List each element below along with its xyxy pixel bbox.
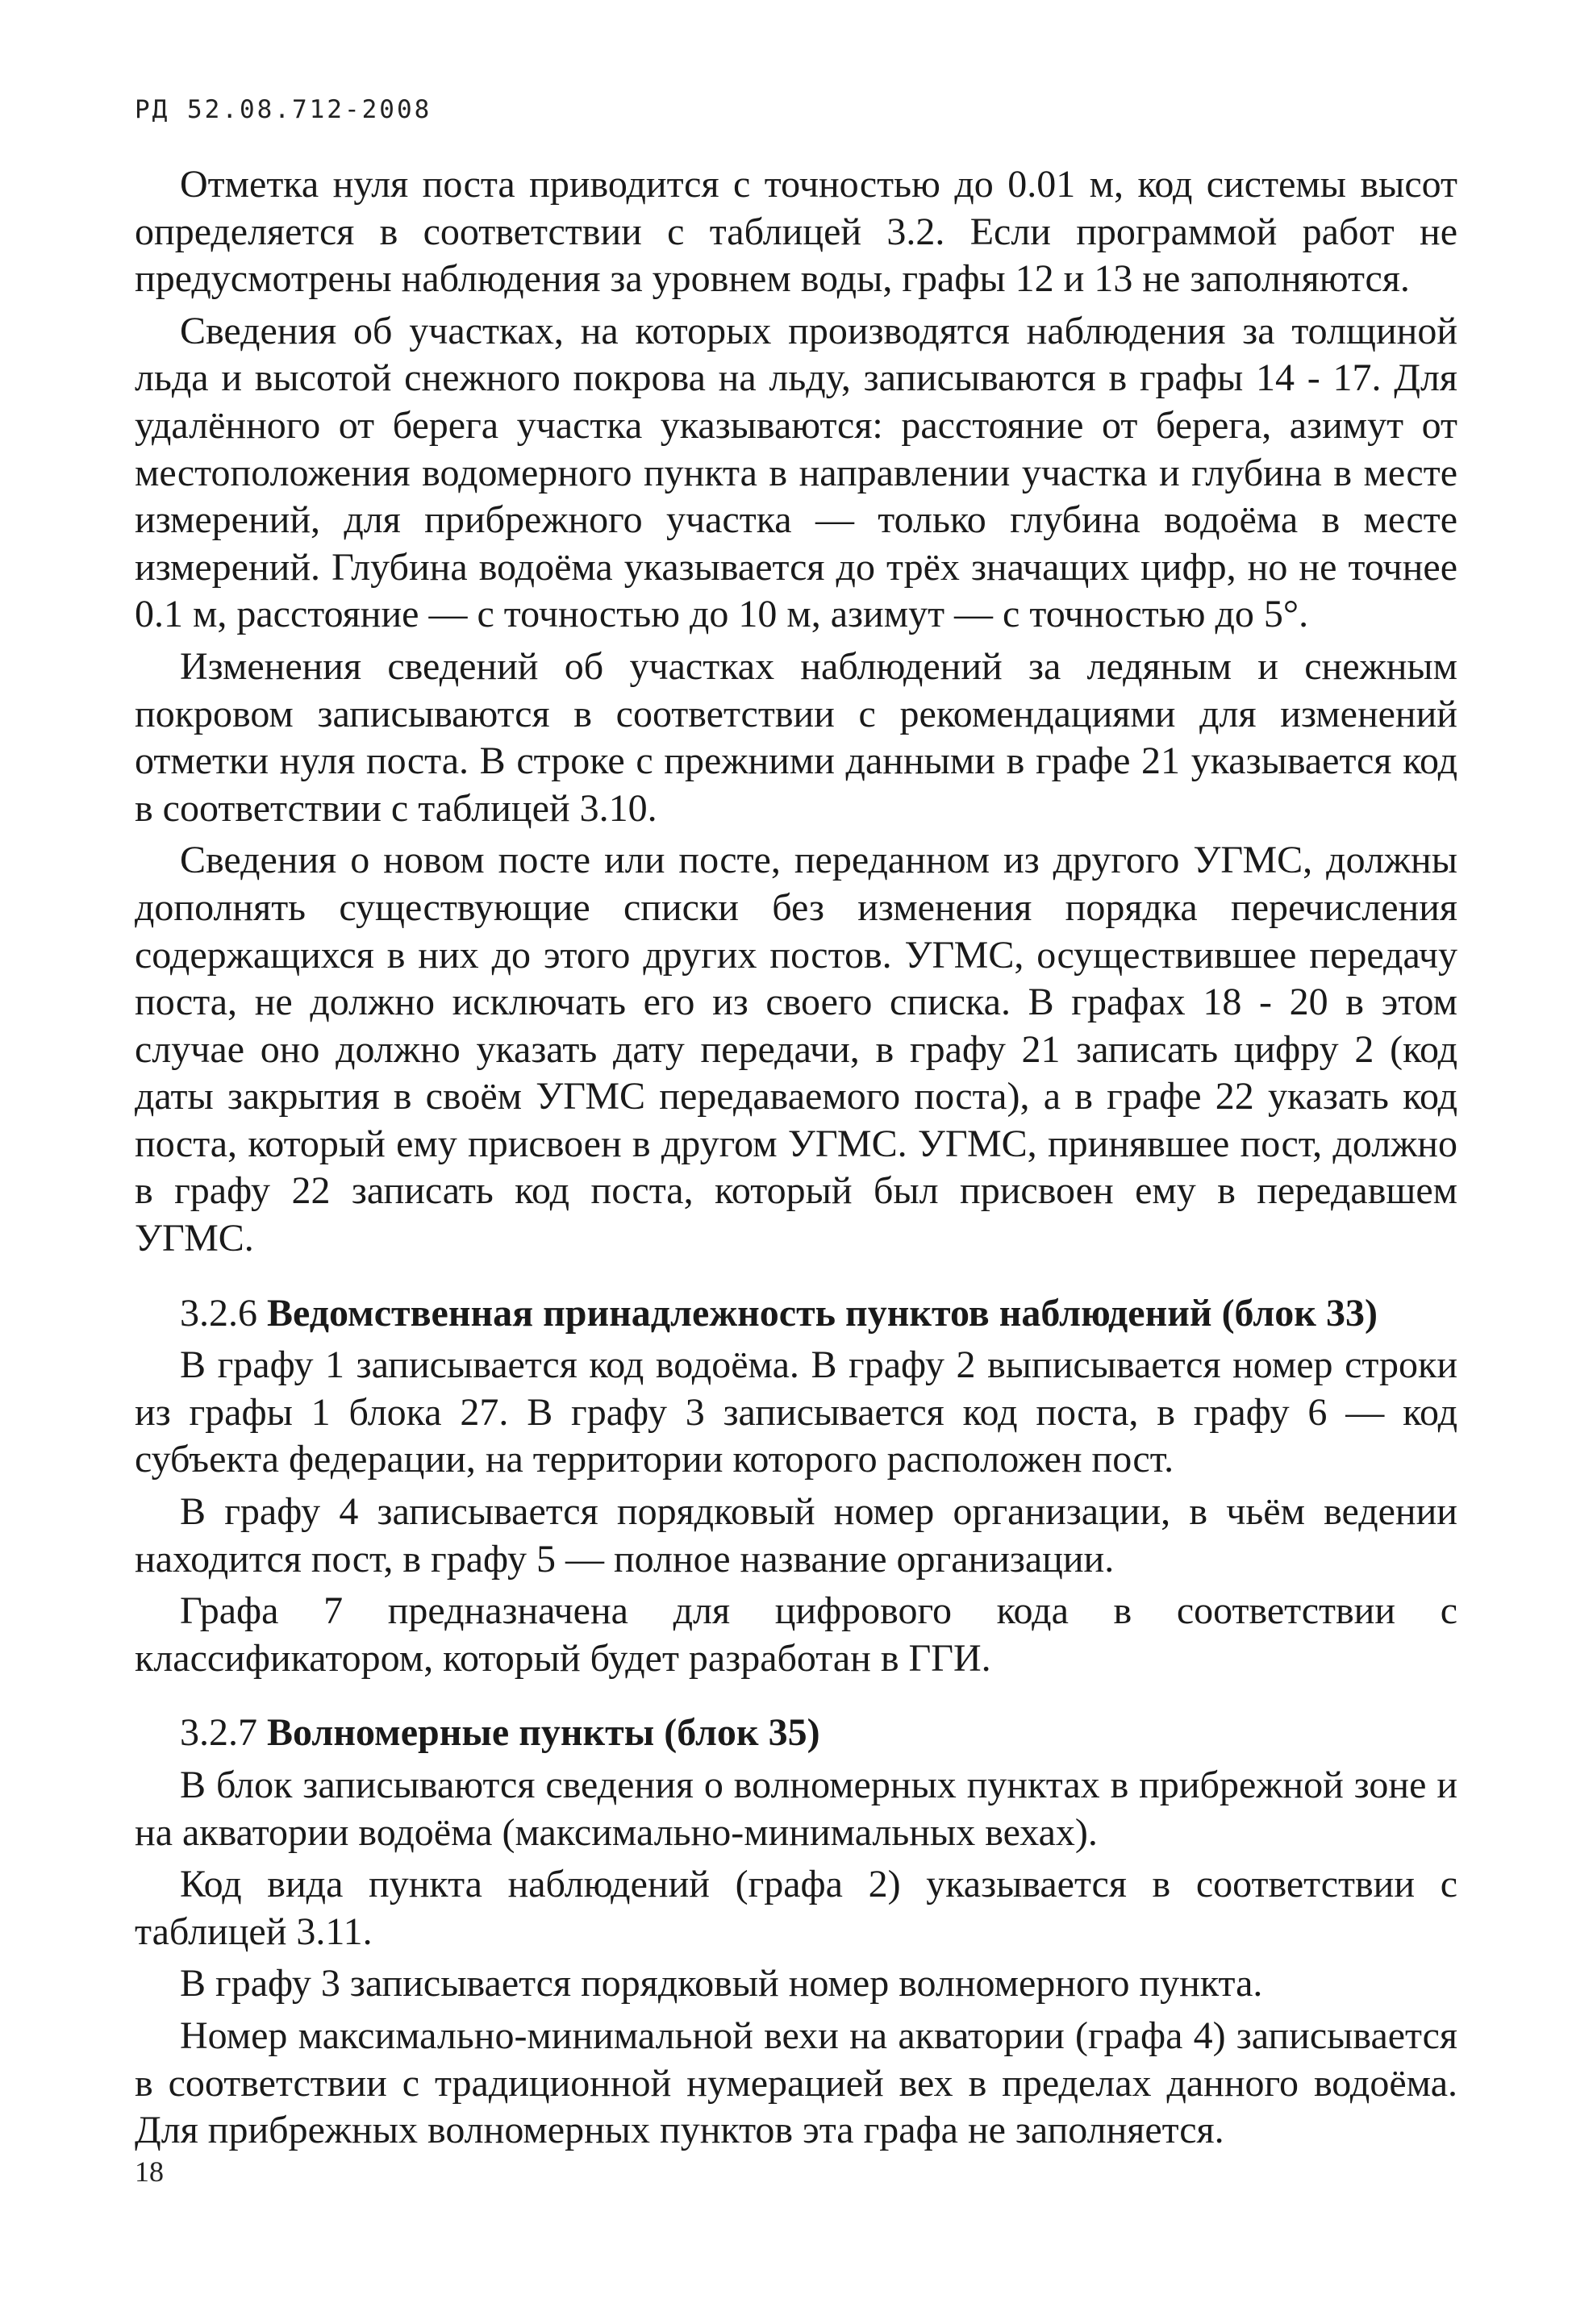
document-id-header: РД 52.08.712-2008 [135,95,432,124]
paragraph: Сведения о новом посте или посте, переданном из другого УГМС, должны дополнять существующие списки без изменения порядка перечисления содержащихся в них до этого других постов. УГМС, осуществившее передачу поста, не должно исключать его из своего списка. В графах 18 - 20 в этом случае оно должно указать дату передачи, в графу 21 записать цифру 2 (код даты закрытия в своём УГМС передаваемого поста), а в графе 22 указать код поста, который ему присвоен в другом УГМС. УГМС, принявшее пост, должно в графу 22 записать код поста, который был присвоен ему в передавшем УГМС. [135,839,1457,1260]
section-title: Ведомственная принадлежность пунктов наблюдений (блок 33) [267,1291,1378,1335]
paragraph: Отметка нуля поста приводится с точностью до 0.01 м, код системы высот определяется в соответствии с таблицей 3.2. Если программой работ не предусмотрены наблюдения за уровнем воды, графы 12 и 13 не заполняются. [135,163,1457,301]
section-number: 3.2.6 [180,1291,257,1335]
paragraph: В блок записываются сведения о волномерных пунктах в прибрежной зоне и на акватории водоёма (максимально-минимальных вехах). [135,1764,1457,1854]
paragraph: Номер максимально-минимальной вехи на акватории (графа 4) записывается в соответствии с традиционной нумерацией вех в пределах данного водоёма. Для прибрежных волномерных пунктов эта графа не заполняется. [135,2014,1457,2152]
section-title: Волномерные пункты (блок 35) [267,1711,820,1755]
paragraph: В графу 1 записывается код водоёма. В графу 2 выписывается номер строки из графы 1 блока 27. В графу 3 записывается код поста, в графу 6 — код субъекта федерации, на территории которого расположен пост. [135,1343,1457,1481]
paragraph: В графу 4 записывается порядковый номер организации, в чьём ведении находится пост, в графу 5 — полное название организации. [135,1490,1457,1581]
paragraph: Изменения сведений об участках наблюдений за ледяным и снежным покровом записываются в соответствии с рекомендациями для изменений отметки нуля поста. В строке с прежними данными в графе 21 указывается код в соответствии с таблицей 3.10. [135,644,1457,830]
paragraph: Сведения об участках, на которых производятся наблюдения за толщиной льда и высотой снежного покрова на льду, записываются в графы 14 - 17. Для удалённого от берега участка указываются: расстояние от берега, азимут от местоположения водомерного пункта в направлении участка и глубина в месте измерений, для прибрежного участка — только глубина водоёма в месте измерений. Глубина водоёма указывается до трёх значащих цифр, но не точнее 0.1 м, расстояние — с точностью до 10 м, азимут — с точностью до 5°. [135,309,1457,636]
page-number: 18 [135,2155,164,2188]
paragraph: В графу 3 записывается порядковый номер волномерного пункта. [180,1962,1263,2005]
section-number: 3.2.7 [180,1711,257,1755]
paragraph: Код вида пункта наблюдений (графа 2) указывается в соответствии с таблицей 3.11. [135,1863,1457,1953]
section-heading-3-2-7 [135,1710,1457,1757]
section-heading-3-2-6 [135,1290,1457,1338]
document-body [135,161,1457,2159]
paragraph: Графа 7 предназначена для цифрового кода в соответствии с классификатором, который будет разработан в ГГИ. [135,1589,1457,1680]
